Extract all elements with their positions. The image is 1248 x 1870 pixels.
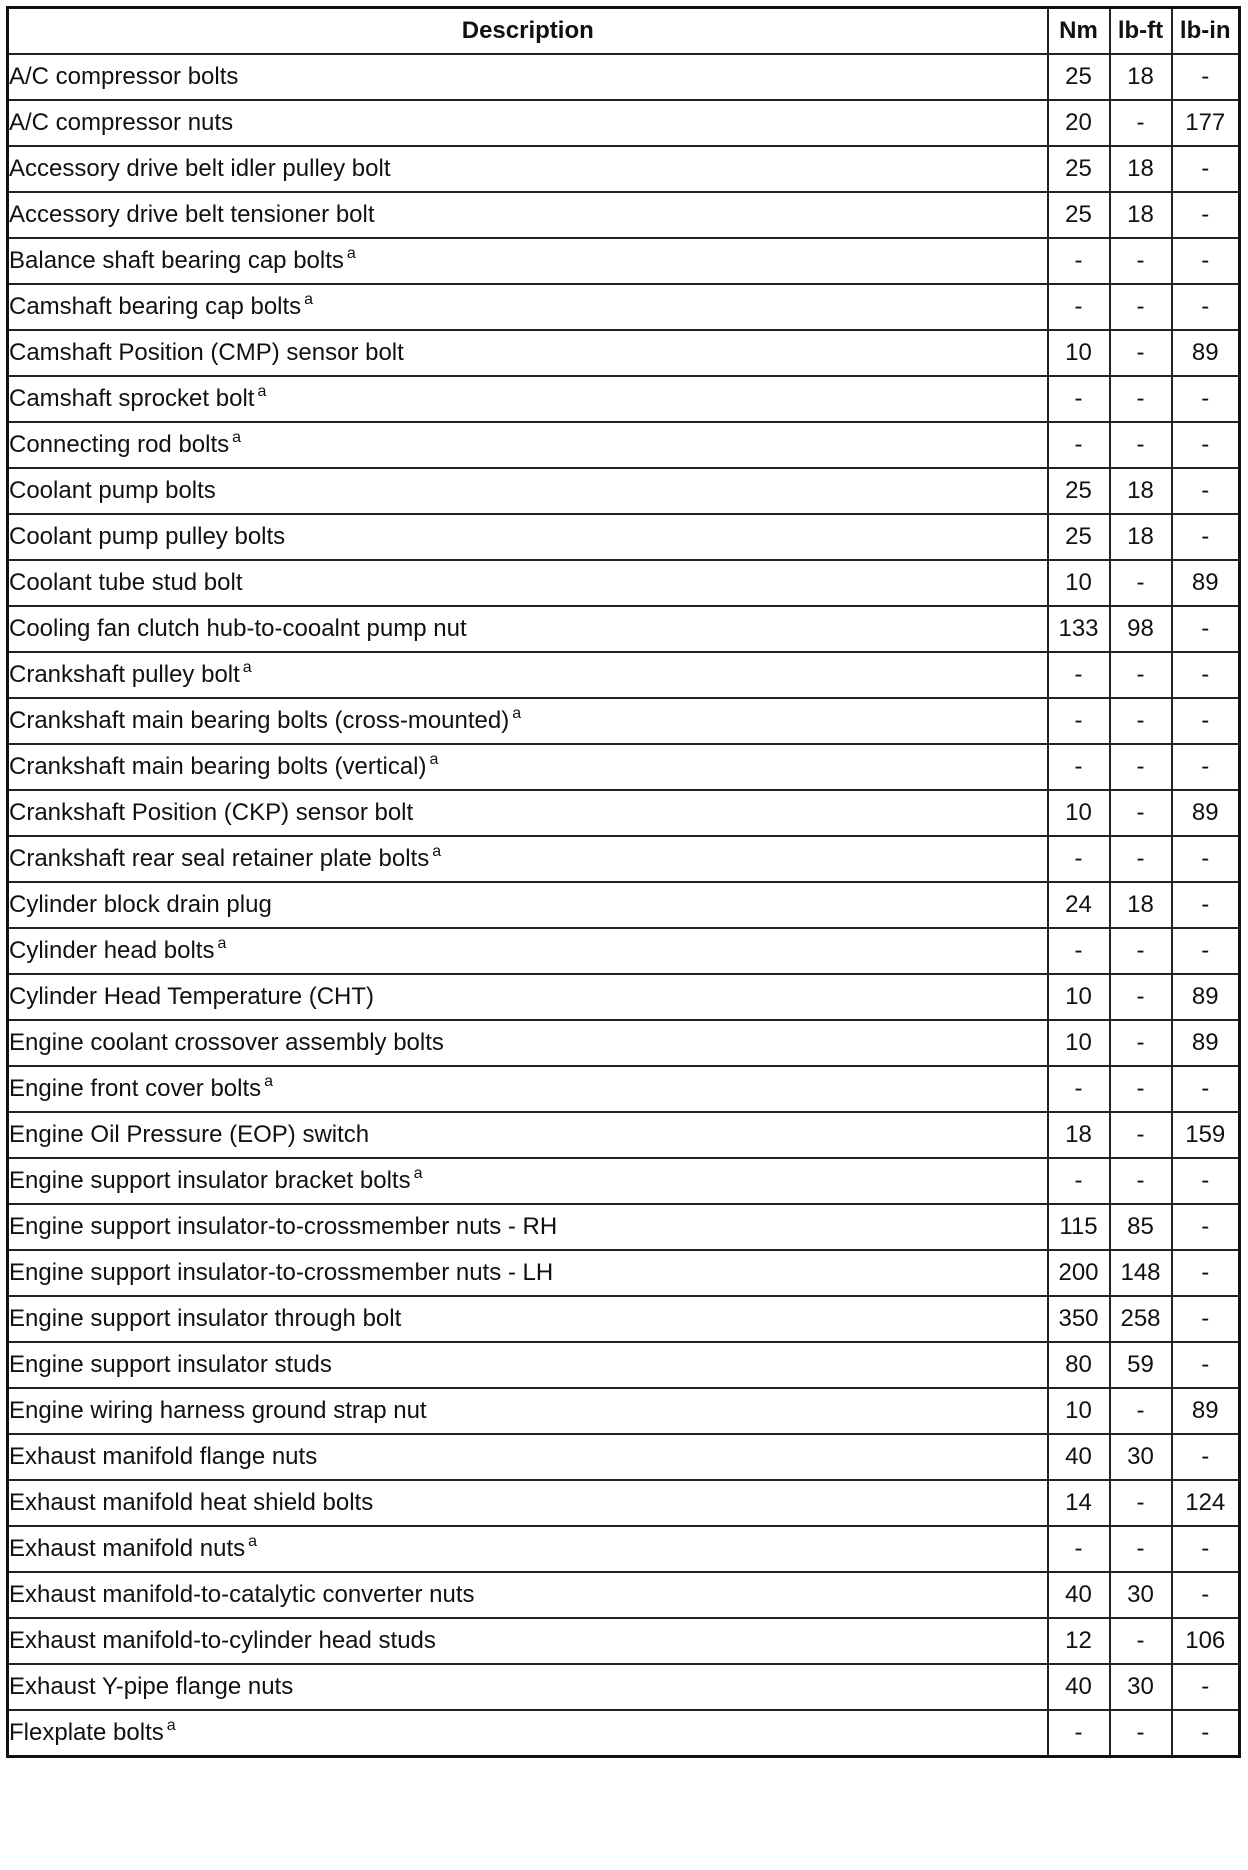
footnote-marker: a (257, 383, 267, 400)
cell-description (8, 882, 1048, 928)
cell-lbft: - (1110, 928, 1172, 974)
table-row (8, 514, 1240, 560)
cell-nm: - (1048, 698, 1110, 744)
cell-nm: - (1048, 284, 1110, 330)
cell-lbin: - (1172, 744, 1240, 790)
description-text: Accessory drive belt tensioner bolt (9, 201, 375, 228)
table-row (8, 1204, 1240, 1250)
cell-lbft: - (1110, 100, 1172, 146)
description-text: Balance shaft bearing cap bolts (9, 247, 344, 274)
cell-nm: 40 (1048, 1572, 1110, 1618)
footnote-marker: a (346, 245, 356, 262)
footnote-marker: a (166, 1717, 176, 1734)
cell-lbin: - (1172, 1572, 1240, 1618)
description-text: Exhaust manifold heat shield bolts (9, 1489, 374, 1516)
cell-lbft: 30 (1110, 1572, 1172, 1618)
cell-lbft: - (1110, 652, 1172, 698)
header-lbin: lb-in (1172, 8, 1240, 55)
cell-lbin: 89 (1172, 1020, 1240, 1066)
description-text: Flexplate bolts (9, 1719, 164, 1746)
cell-lbin: - (1172, 146, 1240, 192)
cell-description (8, 468, 1048, 514)
description-text: A/C compressor bolts (9, 63, 239, 90)
description-text: Connecting rod bolts (9, 431, 230, 458)
table-row (8, 1342, 1240, 1388)
description-text: Engine coolant crossover assembly bolts (9, 1029, 444, 1056)
table-row (8, 192, 1240, 238)
table-row (8, 468, 1240, 514)
description-text: Crankshaft main bearing bolts (cross-mounted) (9, 707, 510, 734)
cell-lbft: 30 (1110, 1434, 1172, 1480)
cell-lbft: 18 (1110, 192, 1172, 238)
cell-description (8, 1710, 1048, 1757)
cell-lbin: - (1172, 836, 1240, 882)
description-text: Crankshaft rear seal retainer plate bolts (9, 845, 430, 872)
description-text: Cylinder Head Temperature (CHT) (9, 983, 375, 1010)
cell-lbin: 89 (1172, 1388, 1240, 1434)
cell-description (8, 330, 1048, 376)
footnote-marker: a (248, 1533, 258, 1550)
cell-nm: - (1048, 1066, 1110, 1112)
cell-nm: 115 (1048, 1204, 1110, 1250)
table-row (8, 790, 1240, 836)
cell-description (8, 1112, 1048, 1158)
cell-nm: 14 (1048, 1480, 1110, 1526)
cell-description (8, 1434, 1048, 1480)
cell-lbft: 59 (1110, 1342, 1172, 1388)
cell-nm: - (1048, 376, 1110, 422)
cell-nm: 200 (1048, 1250, 1110, 1296)
table-row (8, 1526, 1240, 1572)
description-text: Coolant pump pulley bolts (9, 523, 286, 550)
table-row (8, 376, 1240, 422)
cell-description (8, 376, 1048, 422)
cell-nm: - (1048, 1158, 1110, 1204)
description-text: Exhaust manifold flange nuts (9, 1443, 318, 1470)
cell-description (8, 422, 1048, 468)
cell-lbin: - (1172, 882, 1240, 928)
cell-lbft: - (1110, 1618, 1172, 1664)
header-description: Description (8, 8, 1048, 55)
cell-lbft: 18 (1110, 882, 1172, 928)
cell-lbin: 124 (1172, 1480, 1240, 1526)
cell-description (8, 1296, 1048, 1342)
footnote-marker: a (429, 751, 439, 768)
cell-lbft: - (1110, 1020, 1172, 1066)
cell-lbft: - (1110, 1112, 1172, 1158)
cell-lbft: 18 (1110, 514, 1172, 560)
cell-nm: 10 (1048, 330, 1110, 376)
cell-description (8, 284, 1048, 330)
table-row (8, 1112, 1240, 1158)
footnote-marker: a (512, 705, 522, 722)
cell-lbft: - (1110, 284, 1172, 330)
description-text: Cylinder head bolts (9, 937, 215, 964)
cell-lbft: - (1110, 744, 1172, 790)
description-text: Camshaft sprocket bolt (9, 385, 255, 412)
description-text: Engine support insulator-to-crossmember nuts - RH (9, 1213, 558, 1240)
cell-nm: - (1048, 1526, 1110, 1572)
table-header (8, 8, 1240, 55)
cell-description (8, 1250, 1048, 1296)
cell-nm: 25 (1048, 468, 1110, 514)
cell-lbft: - (1110, 1710, 1172, 1757)
cell-lbin: - (1172, 1296, 1240, 1342)
table-row (8, 882, 1240, 928)
cell-nm: 25 (1048, 192, 1110, 238)
cell-nm: 25 (1048, 146, 1110, 192)
cell-lbin: - (1172, 1204, 1240, 1250)
cell-lbft: - (1110, 698, 1172, 744)
cell-lbft: 148 (1110, 1250, 1172, 1296)
description-text: Crankshaft pulley bolt (9, 661, 240, 688)
table-row (8, 1296, 1240, 1342)
cell-lbin: - (1172, 192, 1240, 238)
description-text: Engine support insulator bracket bolts (9, 1167, 411, 1194)
cell-description (8, 744, 1048, 790)
table-row (8, 1664, 1240, 1710)
cell-lbft: - (1110, 836, 1172, 882)
cell-lbin: - (1172, 376, 1240, 422)
cell-lbft: - (1110, 790, 1172, 836)
cell-description (8, 1526, 1048, 1572)
table-row (8, 284, 1240, 330)
cell-description (8, 836, 1048, 882)
footnote-marker: a (232, 429, 242, 446)
cell-lbin: - (1172, 698, 1240, 744)
description-text: Exhaust manifold nuts (9, 1535, 246, 1562)
table-row (8, 1480, 1240, 1526)
description-text: Coolant pump bolts (9, 477, 216, 504)
cell-description (8, 1618, 1048, 1664)
table-row (8, 928, 1240, 974)
cell-nm: - (1048, 1710, 1110, 1757)
description-text: Exhaust manifold-to-cylinder head studs (9, 1627, 436, 1654)
cell-nm: - (1048, 928, 1110, 974)
cell-lbft: 85 (1110, 1204, 1172, 1250)
table-body (8, 54, 1240, 1757)
footnote-marker: a (304, 291, 314, 308)
cell-description (8, 698, 1048, 744)
cell-lbin: - (1172, 606, 1240, 652)
table-row (8, 330, 1240, 376)
cell-lbin: - (1172, 652, 1240, 698)
cell-lbin: - (1172, 468, 1240, 514)
footnote-marker: a (264, 1073, 274, 1090)
cell-lbft: 18 (1110, 146, 1172, 192)
cell-description (8, 238, 1048, 284)
cell-lbft: - (1110, 238, 1172, 284)
cell-lbin: 89 (1172, 560, 1240, 606)
cell-lbft: 98 (1110, 606, 1172, 652)
cell-lbft: - (1110, 376, 1172, 422)
cell-nm: 25 (1048, 514, 1110, 560)
description-text: A/C compressor nuts (9, 109, 234, 136)
cell-lbft: 18 (1110, 468, 1172, 514)
description-text: Engine Oil Pressure (EOP) switch (9, 1121, 370, 1148)
description-text: Camshaft bearing cap bolts (9, 293, 302, 320)
cell-description (8, 54, 1048, 100)
table-row (8, 1020, 1240, 1066)
cell-nm: 40 (1048, 1434, 1110, 1480)
cell-description (8, 1480, 1048, 1526)
cell-nm: 10 (1048, 560, 1110, 606)
header-row (8, 8, 1240, 55)
description-text: Engine front cover bolts (9, 1075, 262, 1102)
description-text: Crankshaft Position (CKP) sensor bolt (9, 799, 414, 826)
cell-lbin: - (1172, 1526, 1240, 1572)
table-row (8, 744, 1240, 790)
cell-nm: 10 (1048, 1388, 1110, 1434)
table-row (8, 836, 1240, 882)
table-row (8, 238, 1240, 284)
cell-nm: 350 (1048, 1296, 1110, 1342)
cell-lbft: - (1110, 1158, 1172, 1204)
cell-lbin: - (1172, 1664, 1240, 1710)
cell-lbin: - (1172, 1710, 1240, 1757)
cell-lbin: - (1172, 1066, 1240, 1112)
description-text: Exhaust manifold-to-catalytic converter nuts (9, 1581, 475, 1608)
cell-description (8, 1388, 1048, 1434)
cell-lbin: - (1172, 1158, 1240, 1204)
footnote-marker: a (432, 843, 442, 860)
cell-lbft: 30 (1110, 1664, 1172, 1710)
cell-lbft: - (1110, 974, 1172, 1020)
cell-lbin: - (1172, 238, 1240, 284)
cell-description (8, 1066, 1048, 1112)
cell-nm: 133 (1048, 606, 1110, 652)
cell-nm: - (1048, 836, 1110, 882)
cell-description (8, 790, 1048, 836)
cell-lbin: - (1172, 928, 1240, 974)
description-text: Cylinder block drain plug (9, 891, 272, 918)
table-row (8, 54, 1240, 100)
cell-lbft: - (1110, 1066, 1172, 1112)
cell-description (8, 974, 1048, 1020)
cell-lbft: - (1110, 1480, 1172, 1526)
description-text: Engine wiring harness ground strap nut (9, 1397, 427, 1424)
description-text: Exhaust Y-pipe flange nuts (9, 1673, 294, 1700)
table-row (8, 560, 1240, 606)
cell-nm: 12 (1048, 1618, 1110, 1664)
cell-description (8, 1342, 1048, 1388)
torque-spec-table-container (6, 6, 1238, 1758)
cell-nm: 10 (1048, 790, 1110, 836)
cell-description (8, 1572, 1048, 1618)
cell-nm: - (1048, 652, 1110, 698)
cell-lbin: 106 (1172, 1618, 1240, 1664)
cell-lbin: 177 (1172, 100, 1240, 146)
description-text: Crankshaft main bearing bolts (vertical) (9, 753, 427, 780)
cell-nm: 10 (1048, 1020, 1110, 1066)
footnote-marker: a (217, 935, 227, 952)
table-row (8, 1388, 1240, 1434)
footnote-marker: a (242, 659, 252, 676)
cell-description (8, 100, 1048, 146)
description-text: Engine support insulator through bolt (9, 1305, 402, 1332)
description-text: Cooling fan clutch hub-to-cooalnt pump nut (9, 615, 467, 642)
torque-spec-table (6, 6, 1241, 1758)
description-text: Camshaft Position (CMP) sensor bolt (9, 339, 404, 366)
cell-lbin: - (1172, 54, 1240, 100)
table-row (8, 652, 1240, 698)
table-row (8, 146, 1240, 192)
description-text: Engine support insulator studs (9, 1351, 332, 1378)
cell-lbft: - (1110, 422, 1172, 468)
cell-nm: 80 (1048, 1342, 1110, 1388)
cell-lbin: - (1172, 422, 1240, 468)
cell-lbft: - (1110, 1388, 1172, 1434)
cell-nm: - (1048, 422, 1110, 468)
description-text: Coolant tube stud bolt (9, 569, 243, 596)
cell-lbin: - (1172, 514, 1240, 560)
cell-description (8, 928, 1048, 974)
table-row (8, 1066, 1240, 1112)
table-row (8, 1572, 1240, 1618)
cell-lbft: 258 (1110, 1296, 1172, 1342)
cell-lbin: 89 (1172, 330, 1240, 376)
cell-nm: 18 (1048, 1112, 1110, 1158)
cell-nm: 20 (1048, 100, 1110, 146)
cell-nm: 40 (1048, 1664, 1110, 1710)
cell-nm: 25 (1048, 54, 1110, 100)
header-nm: Nm (1048, 8, 1110, 55)
table-row (8, 100, 1240, 146)
table-row (8, 1158, 1240, 1204)
cell-description (8, 1020, 1048, 1066)
table-row (8, 606, 1240, 652)
cell-lbft: - (1110, 330, 1172, 376)
cell-lbin: - (1172, 1342, 1240, 1388)
table-row (8, 1618, 1240, 1664)
cell-lbin: 159 (1172, 1112, 1240, 1158)
table-row (8, 698, 1240, 744)
cell-lbin: 89 (1172, 974, 1240, 1020)
cell-nm: - (1048, 238, 1110, 284)
cell-description (8, 560, 1048, 606)
cell-description (8, 652, 1048, 698)
cell-lbin: 89 (1172, 790, 1240, 836)
cell-description (8, 1664, 1048, 1710)
cell-lbin: - (1172, 1250, 1240, 1296)
description-text: Engine support insulator-to-crossmember nuts - LH (9, 1259, 554, 1286)
table-row (8, 422, 1240, 468)
cell-description (8, 146, 1048, 192)
cell-nm: 10 (1048, 974, 1110, 1020)
cell-lbft: 18 (1110, 54, 1172, 100)
footnote-marker: a (413, 1165, 423, 1182)
table-row (8, 1434, 1240, 1480)
cell-nm: 24 (1048, 882, 1110, 928)
description-text: Accessory drive belt idler pulley bolt (9, 155, 391, 182)
cell-lbft: - (1110, 1526, 1172, 1572)
cell-lbin: - (1172, 284, 1240, 330)
cell-nm: - (1048, 744, 1110, 790)
cell-description (8, 192, 1048, 238)
cell-lbft: - (1110, 560, 1172, 606)
cell-description (8, 606, 1048, 652)
table-row (8, 1710, 1240, 1757)
table-row (8, 1250, 1240, 1296)
header-lbft: lb-ft (1110, 8, 1172, 55)
cell-description (8, 1158, 1048, 1204)
table-row (8, 974, 1240, 1020)
cell-lbin: - (1172, 1434, 1240, 1480)
cell-description (8, 1204, 1048, 1250)
cell-description (8, 514, 1048, 560)
